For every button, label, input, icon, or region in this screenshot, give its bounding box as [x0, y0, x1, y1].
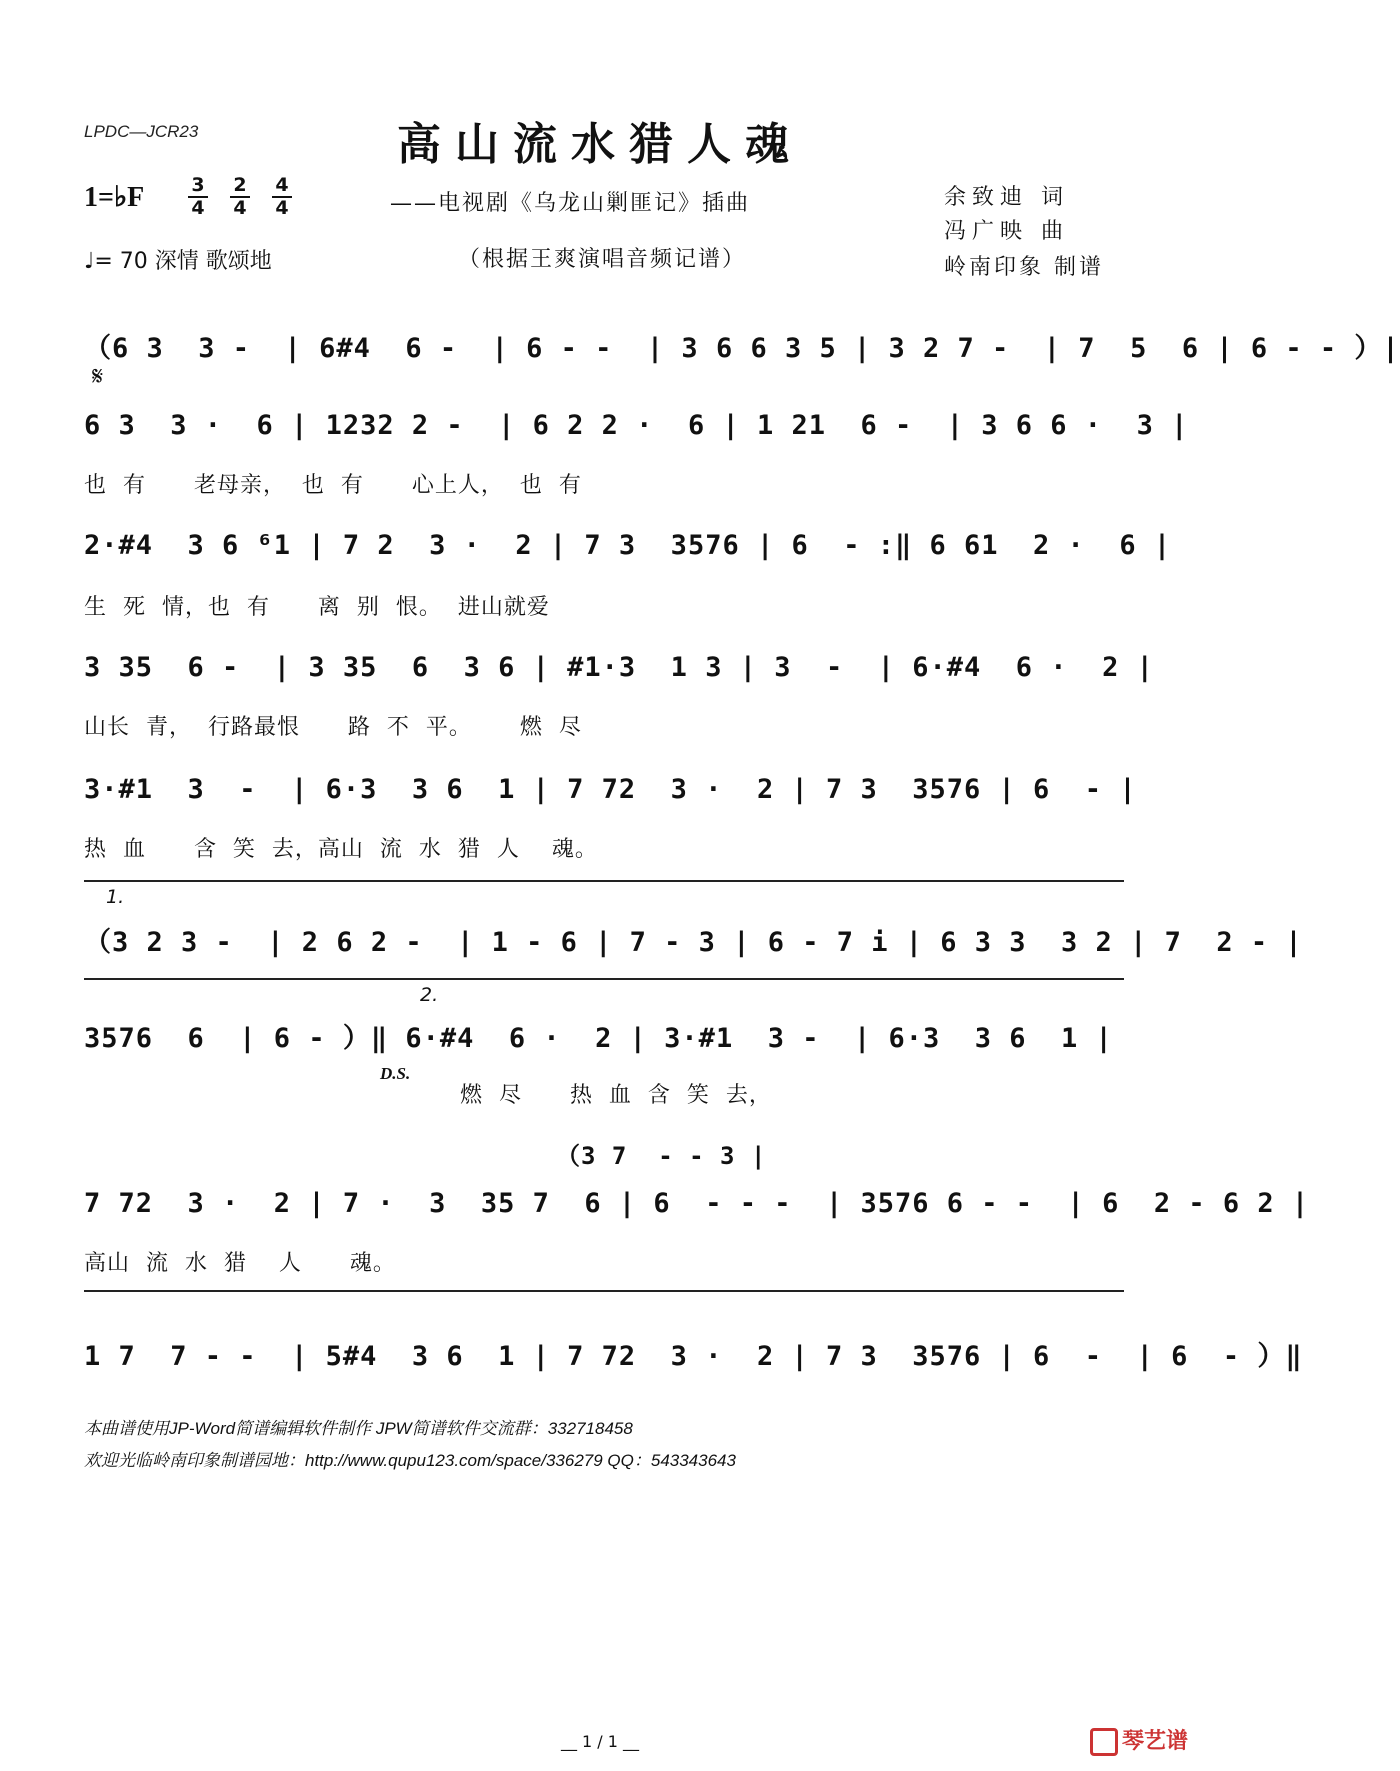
- score-line-alt: （3 7 - - 3 |: [556, 1142, 767, 1170]
- time-signature-4-4: 4 4: [272, 176, 292, 218]
- tempo-marking: ♩= 70 深情 歌颂地: [84, 249, 272, 274]
- score-line-2: 6 3 3 · 6 | 1232 2 - | 6 2 2 · 6 | 1 21 6 - | 3 6 6 · 3 |: [84, 410, 1189, 441]
- lyrics-line-6: 高山 流 水 猎 人 魂。: [84, 1251, 396, 1276]
- footer-website-note: 欢迎光临岭南印象制谱园地：http://www.qupu123.com/space/336279 QQ：543343643: [84, 1451, 736, 1470]
- composer-credit: 冯广映 曲: [944, 219, 1069, 244]
- watermark-logo: 琴艺谱: [1090, 1724, 1188, 1756]
- key-signature: 1=♭F: [84, 182, 145, 213]
- score-line-4: 3 35 6 - | 3 35 6 3 6 | #1·3 1 3 | 3 - | 6·#4 6 · 2 |: [84, 652, 1154, 683]
- time-signature-2-4: 2 4: [230, 176, 250, 218]
- transcription-note: （根据王爽演唱音频记谱）: [458, 247, 747, 272]
- lyrics-line-4: 热 血 含 笑 去，高山 流 水 猎 人 魂。: [84, 837, 598, 862]
- lyrics-line-2: 生 死 情，也 有 离 别 恨。 进山就爱: [84, 595, 550, 620]
- score-code: LPDC—JCR23: [84, 122, 199, 141]
- logo-icon: [1090, 1728, 1118, 1756]
- score-line-6: （3 2 3 - | 2 6 2 - | 1 - 6 | 7 - 3 | 6 - 7 i | 6 3 3 3 2 | 7 2 - |: [84, 927, 1303, 958]
- score-line-1: （6 3 3 - | 6#4 6 - | 6 - - | 3 6 6 3 5 | 3 2 7 - | 7 5 6 | 6 - - ）|: [84, 333, 1400, 364]
- song-title: 高山流水猎人魂: [397, 119, 803, 170]
- page-number: __ 1 / 1 __: [560, 1732, 640, 1751]
- volta-divider: [84, 978, 1124, 980]
- score-line-7: 3576 6 | 6 - ）‖ 6·#4 6 · 2 | 3·#1 3 - | 6·3 3 6 1 |: [84, 1023, 1113, 1054]
- volta-2-label: 2.: [420, 984, 439, 1006]
- ds-marking: D.S.: [380, 1064, 411, 1083]
- lyrics-line-3: 山长 青， 行路最恨 路 不 平。 燃 尽: [84, 715, 582, 740]
- subtitle: ——电视剧《乌龙山剿匪记》插曲: [390, 191, 751, 216]
- volta-1-bracket: [84, 880, 1124, 882]
- segno-sign: 𝄋: [92, 362, 104, 392]
- time-signature-3-4: 3 4: [188, 176, 208, 218]
- arranger-credit: 岭南印象 制谱: [944, 255, 1104, 280]
- coda-bracket: [84, 1290, 1124, 1292]
- footer-software-note: 本曲谱使用JP-Word简谱编辑软件制作 JPW简谱软件交流群：332718458: [84, 1419, 633, 1438]
- lyricist-credit: 余致迪 词: [944, 185, 1069, 210]
- score-line-9: 1 7 7 - - | 5#4 3 6 1 | 7 72 3 · 2 | 7 3 3576 | 6 - | 6 - ）‖: [84, 1341, 1303, 1372]
- score-line-5: 3·#1 3 - | 6·3 3 6 1 | 7 72 3 · 2 | 7 3 3576 | 6 - |: [84, 774, 1137, 805]
- lyrics-line-5: 燃 尽 热 血 含 笑 去，: [460, 1083, 772, 1108]
- lyrics-line-1: 也 有 老母亲， 也 有 心上人， 也 有: [84, 473, 582, 498]
- volta-1-label: 1.: [106, 886, 125, 908]
- score-line-3: 2·#4 3 6 ⁶1 | 7 2 3 · 2 | 7 3 3576 | 6 - :‖ 6 61 2 · 6 |: [84, 530, 1172, 561]
- score-line-8: 7 72 3 · 2 | 7 · 3 35 7 6 | 6 - - - | 3576 6 - - | 6 2 - 6 2 |: [84, 1188, 1310, 1219]
